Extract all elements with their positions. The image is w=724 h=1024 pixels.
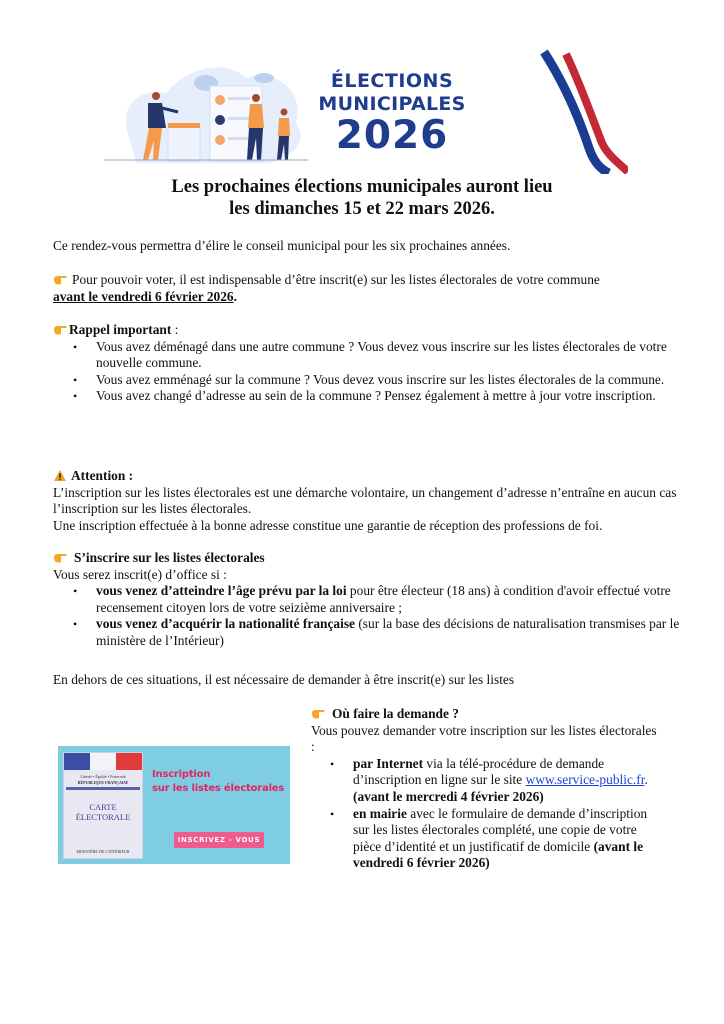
list-item-text: pour être électeur (18 ans) à condition d'avoir effectué votre recensement citoyen lors de votre seizième anniversaire ; <box>96 583 671 615</box>
list-item <box>96 583 708 616</box>
mairie-label: en mairie <box>353 805 407 821</box>
internet-label: par Internet <box>353 755 424 771</box>
rappel-heading-suffix: : <box>171 322 179 337</box>
attention-line1: L’inscription sur les listes électorales est une démarche volontaire, un changement d’adresse n’entraîne en aucun cas l’inscription sur les listes électorales. <box>53 484 677 517</box>
inscrivez-vous-button[interactable]: INSCRIVEZ - VOUS <box>174 832 264 848</box>
card-title <box>152 768 292 796</box>
mairie-deadline: (avant le vendredi 6 février 2026) <box>353 838 644 871</box>
page-title-line2: les dimanches 15 et 22 mars 2026. <box>229 199 495 219</box>
list-item: • Vous avez déménagé dans une autre commune ? Vous devez vous inscrire sur les listes électorales de votre nouvelle commune. <box>96 339 703 372</box>
rappel-list <box>96 339 703 405</box>
banner-year: 2026 <box>335 113 449 158</box>
ou-faire-list <box>353 756 661 872</box>
attention-section <box>53 468 708 534</box>
elections-banner <box>96 48 628 174</box>
banner-title-line2: MUNICIPALES <box>318 93 466 115</box>
list-item <box>96 616 708 649</box>
card-title-line1: Inscription <box>152 769 211 780</box>
registration-notice <box>53 272 703 305</box>
warning-icon <box>53 469 67 482</box>
sinscrire-intro: Vous serez inscrit(e) d’office si : <box>53 566 227 582</box>
carte-electorale-image <box>63 752 143 859</box>
list-item: • Vous avez changé d’adresse au sein de la commune ? Pensez également à mettre à jour votre inscription. <box>96 388 703 405</box>
internet-deadline: (avant le mercredi 4 février 2026) <box>353 788 544 804</box>
carte-motto: Liberté • Égalité • Fraternité <box>80 774 126 779</box>
sinscrire-list <box>96 583 708 649</box>
list-item: • Vous avez emménagé sur la commune ? Vous devez vous inscrire sur les listes électorales de la commune. <box>96 372 703 389</box>
internet-text: via la télé-procédure de demande d’inscription en ligne sur le site <box>353 755 605 788</box>
sinscrire-heading: S’inscrire sur les listes électorales <box>74 550 265 565</box>
pointing-hand-icon <box>53 273 68 286</box>
internet-after-link: . <box>644 772 648 788</box>
card-title-line2: sur les listes électorales <box>152 783 285 794</box>
list-item-bold: vous venez d’atteindre l’âge prévu par la loi <box>96 583 347 599</box>
attention-heading: Attention : <box>71 468 134 483</box>
pointing-hand-icon <box>311 707 326 720</box>
carte-republic: RÉPUBLIQUE FRANÇAISE <box>77 780 129 785</box>
registration-deadline: avant le vendredi 6 février 2026 <box>53 288 234 304</box>
service-public-link[interactable]: www.service-public.fr <box>525 772 645 788</box>
sinscrire-section <box>53 550 708 650</box>
voting-illustration <box>96 48 314 174</box>
registration-notice-text: Pour pouvoir voter, il est indispensable d’être inscrit(e) sur les listes électorales de votre commune <box>72 272 600 287</box>
dehors-paragraph: En dehors de ces situations, il est nécessaire de demander à être inscrit(e) sur les listes <box>53 672 515 687</box>
intro-paragraph: Ce rendez-vous permettra d’élire le conseil municipal pour les six prochaines années. <box>53 238 511 253</box>
rappel-section <box>53 322 703 405</box>
pointing-hand-icon <box>53 323 68 336</box>
carte-title-2: ÉLECTORALE <box>75 812 131 822</box>
french-flag-icon <box>64 753 142 770</box>
list-item-internet <box>353 756 661 806</box>
attention-line2: Une inscription effectuée à la bonne adresse constitue une garantie de réception des professions de foi. <box>53 517 603 533</box>
banner-title <box>302 70 482 156</box>
ou-faire-intro: Vous pouvez demander votre inscription sur les listes électorales : <box>311 722 657 755</box>
mairie-text: avec le formulaire de demande d’inscription sur les listes électorales complété, une copie de votre pièce d’identité et un justificatif de domicile <box>353 805 648 854</box>
carte-bar <box>66 787 140 790</box>
registration-suffix: . <box>233 288 237 304</box>
pointing-hand-icon <box>53 551 68 564</box>
carte-ministry: MINISTÈRE DE L'INTÉRIEUR <box>76 849 130 854</box>
list-item-text: (sur la base des décisions de naturalisation transmises par le ministère de l’Intérieur) <box>96 616 680 648</box>
carte-title <box>64 802 142 822</box>
ou-faire-section <box>311 706 661 872</box>
list-item-mairie <box>353 806 661 872</box>
list-item-bold: vous venez d’acquérir la nationalité française <box>96 616 355 632</box>
banner-title-line1: ÉLECTIONS <box>330 70 454 92</box>
tricolor-ribbon-icon <box>484 48 628 174</box>
page-title-line1: Les prochaines élections municipales auront lieu <box>171 177 553 197</box>
carte-title-1: CARTE <box>89 802 117 812</box>
inscription-card[interactable] <box>58 746 290 864</box>
page-title <box>0 176 724 220</box>
rappel-heading: Rappel important <box>69 322 172 337</box>
ou-faire-heading: Où faire la demande ? <box>332 706 459 721</box>
